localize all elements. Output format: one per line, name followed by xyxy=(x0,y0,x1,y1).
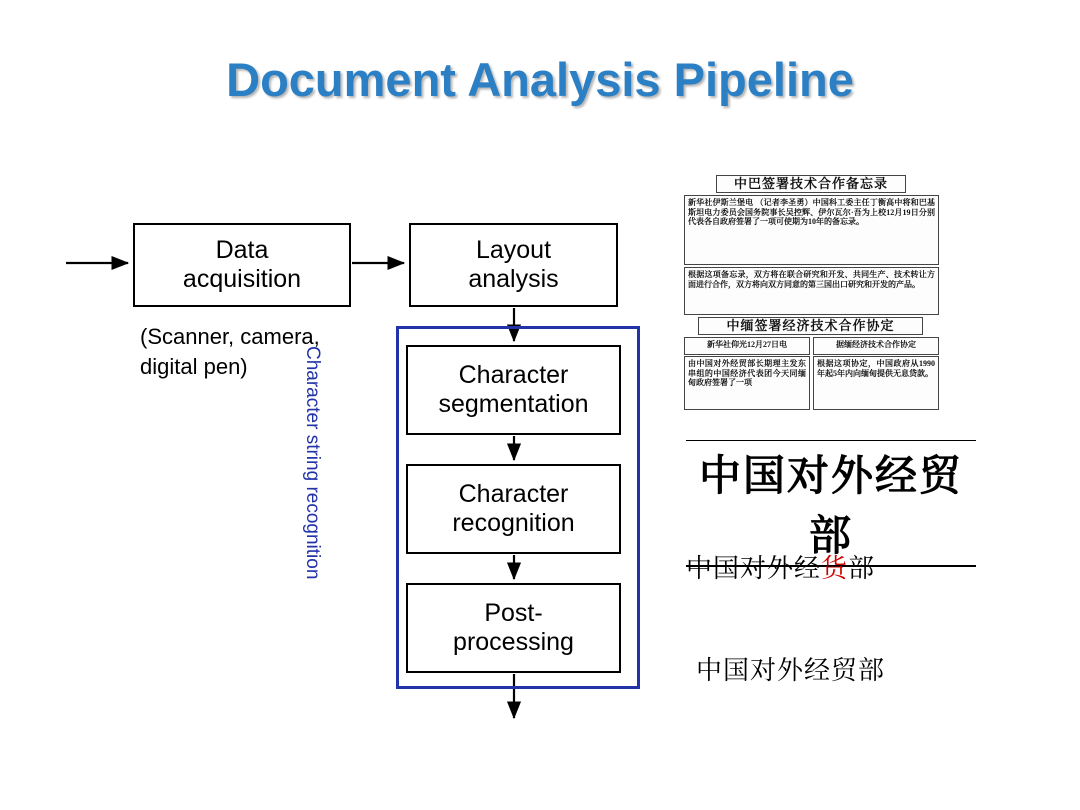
recognition-result-with-error xyxy=(686,548,875,585)
node-line-1: Data xyxy=(215,235,269,264)
node-line-2: analysis xyxy=(468,265,559,293)
recognition-suffix: 部 xyxy=(848,554,876,584)
node-line-2: segmentation xyxy=(438,390,589,418)
scan-paragraph-4 xyxy=(684,356,810,410)
recognition-error-char: 货 xyxy=(821,554,849,584)
scan-paragraph-2-text: 根据这项备忘录，双方将在联合研究和开发、共同生产、技术转让方面进行合作，双方将向双方同意的第三国出口研究和开发的产品。 xyxy=(688,270,935,289)
scanned-document-sample xyxy=(676,175,946,410)
node-line-2: recognition xyxy=(452,509,575,537)
node-line-1: Post- xyxy=(484,598,543,627)
node-line-2: processing xyxy=(453,628,574,656)
scan-paragraph-6 xyxy=(813,356,939,410)
node-line-2: acquisition xyxy=(182,265,302,293)
page-title: Document Analysis Pipeline xyxy=(226,53,854,106)
scan-paragraph-2 xyxy=(684,267,939,315)
scan-subhead-text: 据缅经济技术合作协定 xyxy=(836,340,916,349)
scan-dateline xyxy=(684,337,810,355)
scan-paragraph-6-text: 根据这项协定，中国政府从1990年起5年内向缅甸提供无息贷款。 xyxy=(817,359,935,378)
scan-headline-1: 中巴签署技术合作备忘录 xyxy=(716,175,906,193)
scan-paragraph-4-text: 由中国对外经贸部长期理主发东串组的中国经济代表团今天同缅甸政府签署了一项 xyxy=(688,359,806,387)
recognition-prefix: 中国对外经 xyxy=(686,554,822,584)
caption-line-1: (Scanner, camera, xyxy=(140,324,320,349)
segmented-characters-sample: 中国对外经贸部 xyxy=(686,440,976,567)
node-data-acquisition[interactable] xyxy=(133,223,351,307)
scan-paragraph-1-text: 新华社伊斯兰堡电 （记者李圣勇）中国科工委主任丁衡高中将和巴基斯坦电力委员会国务院事长吴控辉、伊尔瓦尔·吾为上校12月19日分别代表各自政府签署了一项可使期为10年的备忘录。 xyxy=(688,198,935,226)
post-processed-result: 中国对外经贸部 xyxy=(696,656,886,686)
node-post-processing[interactable] xyxy=(406,583,621,673)
scan-subhead xyxy=(813,337,939,355)
group-label: Character string recognition xyxy=(302,346,323,580)
node-layout-analysis[interactable] xyxy=(409,223,618,307)
scan-paragraph-1 xyxy=(684,195,939,265)
scan-headline-2: 中缅签署经济技术合作协定 xyxy=(698,317,923,335)
scan-dateline-text: 新华社仰光12月27日电 xyxy=(707,340,787,349)
node-line-1: Character xyxy=(458,479,569,508)
node-line-1: Character xyxy=(458,360,569,389)
caption-line-2: digital pen) xyxy=(140,353,248,379)
node-character-segmentation[interactable] xyxy=(406,345,621,435)
node-character-recognition[interactable] xyxy=(406,464,621,554)
node-line-1: Layout xyxy=(475,235,552,264)
data-acquisition-caption xyxy=(140,322,400,381)
